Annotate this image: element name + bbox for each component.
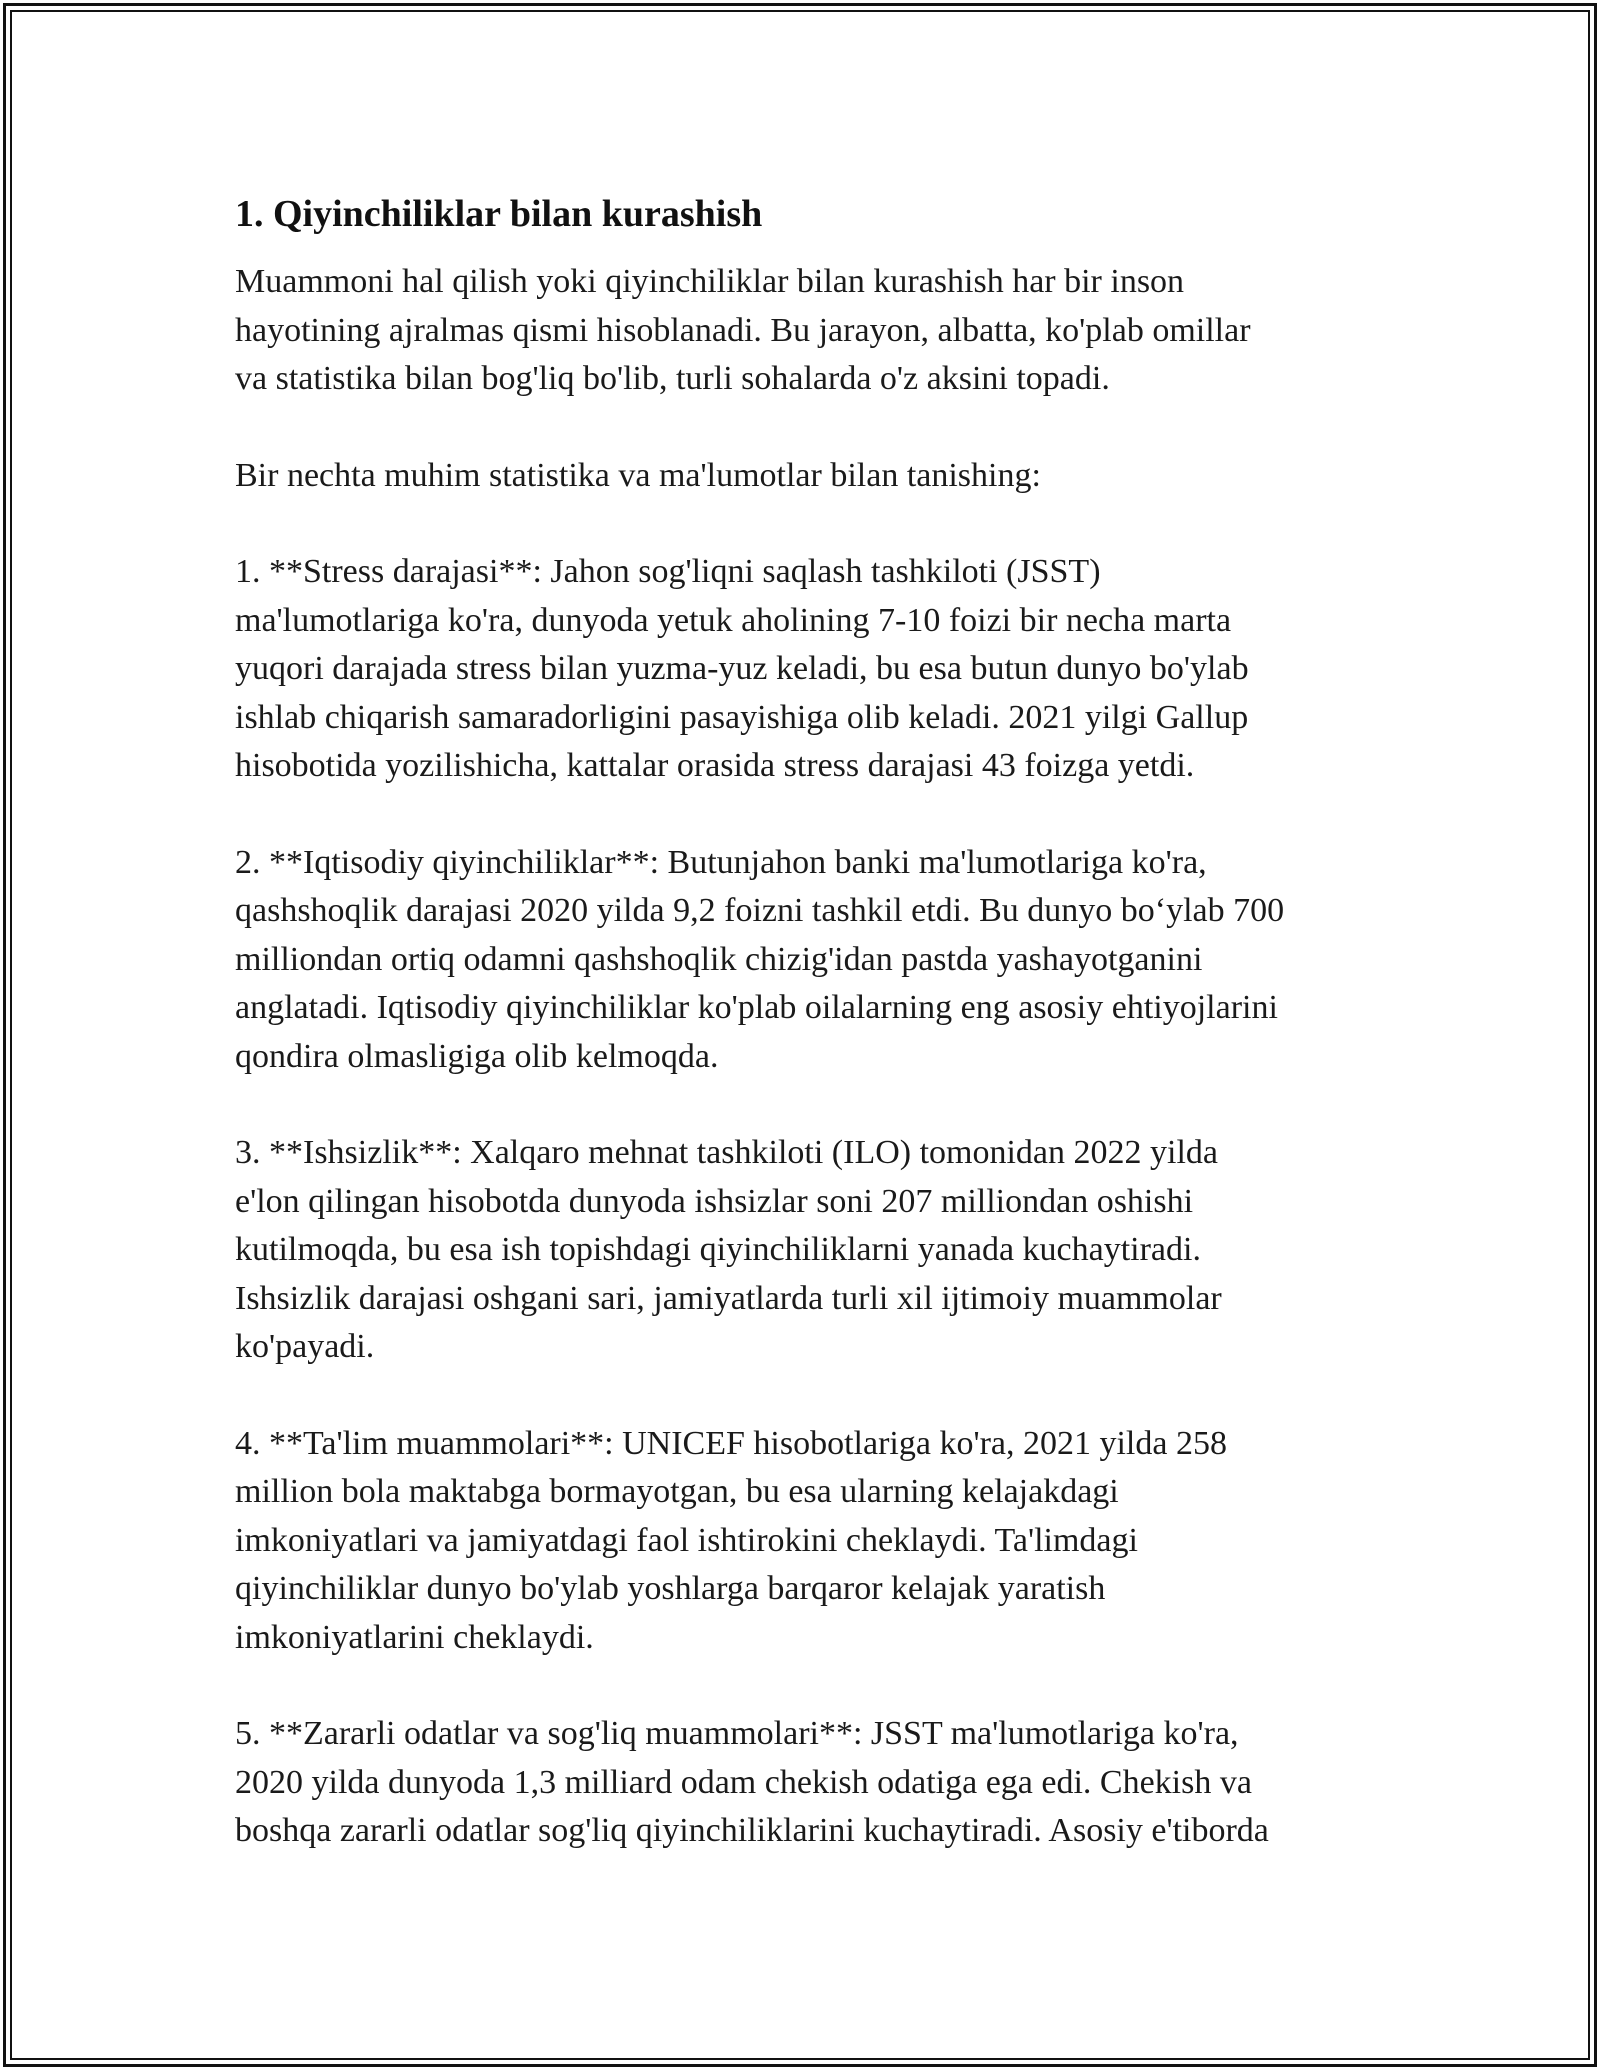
intro-paragraph: Muammoni hal qilish yoki qiyinchiliklar bilan kurashish har bir inson hayotining ajralmas qismi hisoblanadi. Bu jarayon, albatta, ko'plab omillar va statistika bilan bog'liq bo'lib, turli sohalarda o'z aksini topadi.: [235, 263, 1251, 397]
document-body: [235, 188, 1385, 1904]
education-paragraph: 4. **Ta'lim muammolari**: UNICEF hisobotlariga ko'ra, 2021 yilda 258 million bola maktabga bormayotgan, bu esa ularning kelajakdagi imkoniyatlari va jamiyatdagi faol ishtirokini cheklaydi. Ta'limdagi qiyinchiliklar dunyo bo'ylab yoshlarga barqaror kelajak yaratish imkoniyatlarini cheklaydi.: [235, 1424, 1227, 1656]
health-paragraph: 5. **Zararli odatlar va sog'liq muammolari**: JSST ma'lumotlariga ko'ra, 2020 yilda dunyoda 1,3 milliard odam chekish odatiga ega edi. Chekish va boshqa zararli odatlar sog'liq qiyinchiliklarini kuchaytiradi. Asosiy e'tiborda: [235, 1715, 1269, 1849]
lead-in-paragraph: Bir nechta muhim statistika va ma'lumotlar bilan tanishing:: [235, 456, 1041, 494]
stress-paragraph: 1. **Stress darajasi**: Jahon sog'liqni saqlash tashkiloti (JSST) ma'lumotlariga ko'ra, dunyoda yetuk aholining 7-10 foizi bir necha marta yuqori darajada stress bilan yuzma-yuz keladi, bu esa butun dunyo bo'ylab ishlab chiqarish samaradorligini pasayishiga olib keladi. 2021 yilgi Gallup hisobotida yozilishicha, kattalar orasida stress darajasi 43 foizga yetdi.: [235, 553, 1249, 784]
section-heading: 1. Qiyinchiliklar bilan kurashish: [235, 193, 763, 235]
unemployment-paragraph: 3. **Ishsizlik**: Xalqaro mehnat tashkiloti (ILO) tomonidan 2022 yilda e'lon qilingan hisobotda dunyoda ishsizlar soni 207 milliondan oshishi kutilmoqda, bu esa ish topishdagi qiyinchiliklarni yanada kuchaytiradi. Ishsizlik darajasi oshgani sari, jamiyatlarda turli xil ijtimoiy muammolar ko'payadi.: [235, 1134, 1222, 1365]
economic-paragraph: 2. **Iqtisodiy qiyinchiliklar**: Butunjahon banki ma'lumotlariga ko'ra, qashshoqlik darajasi 2020 yilda 9,2 foizni tashkil etdi. Bu dunyo bo‘ylab 700 milliondan ortiq odamni qashshoqlik chizig'idan pastda yashayotganini anglatadi. Iqtisodiy qiyinchiliklar ko'plab oilalarning eng asosiy ehtiyojlarini qondira olmasligiga olib kelmoqda.: [235, 843, 1285, 1075]
